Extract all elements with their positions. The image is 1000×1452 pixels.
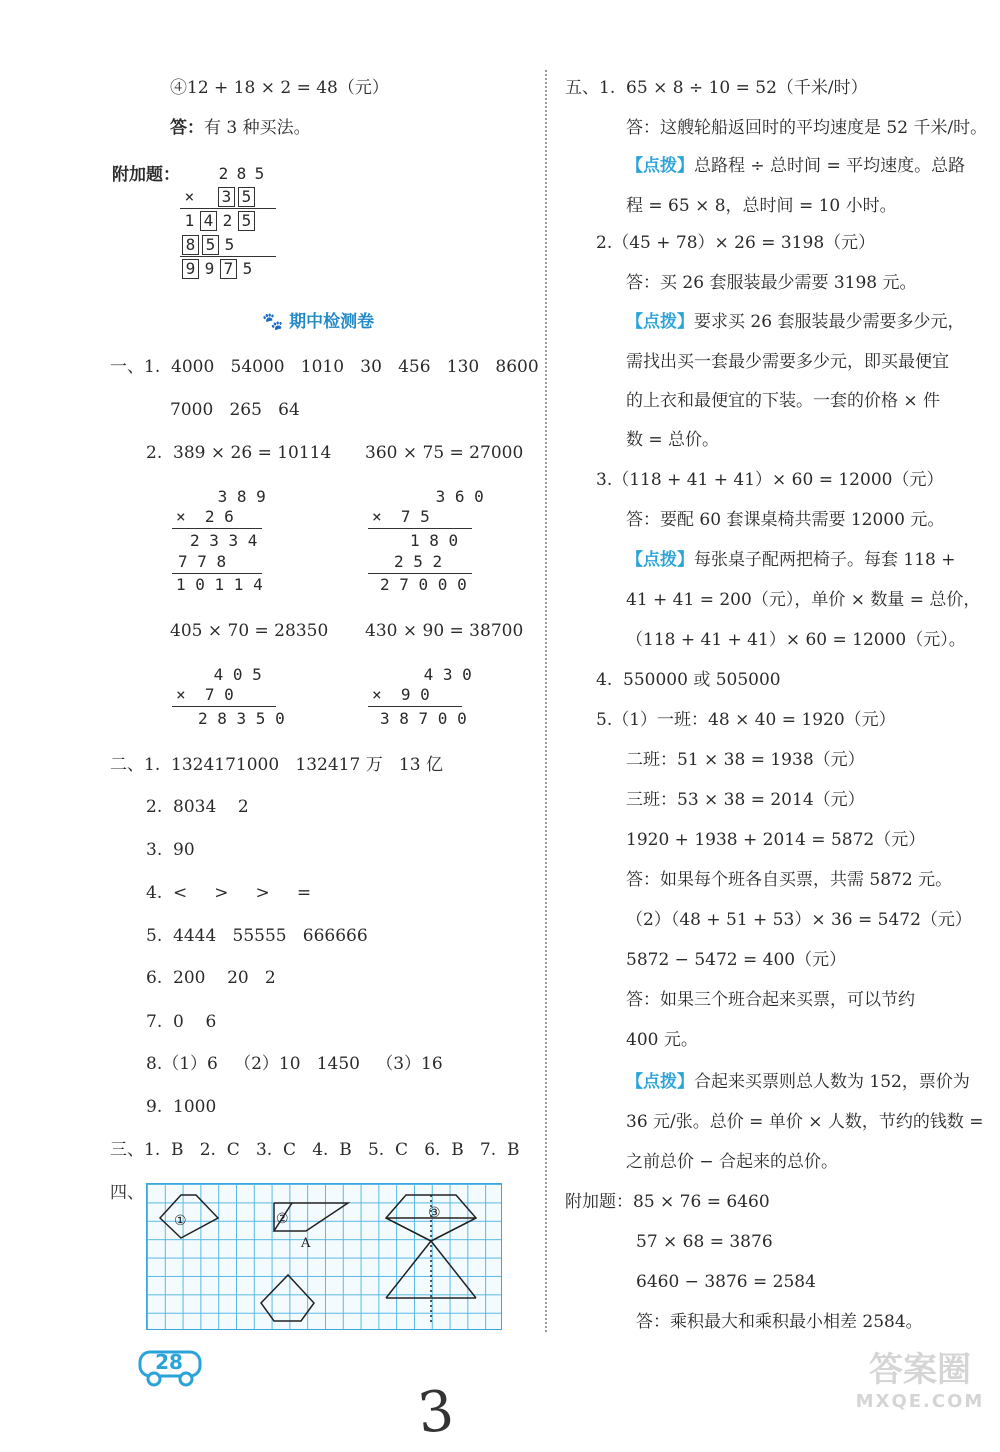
hint-line: 程 = 65 × 8，总时间 = 10 小时。	[626, 196, 897, 216]
answer-line: 2.（45 + 78）× 26 = 3198（元）	[596, 233, 876, 253]
digit: 1	[184, 211, 195, 230]
answer-line: 五、1. 65 × 8 ÷ 10 = 52（千米/时）	[565, 78, 868, 98]
answer-line: 二班：51 × 38 = 1938（元）	[626, 750, 865, 770]
question-1-1-cont: 7000 265 64	[170, 400, 300, 420]
fig-2-label: ②	[276, 1211, 289, 1227]
bonus-row-4	[182, 235, 240, 255]
answer-line: 附加题：85 × 76 = 6460	[565, 1192, 770, 1212]
calc-line	[180, 208, 276, 209]
digit-box: 9	[182, 259, 199, 279]
digit-box: 7	[220, 259, 237, 279]
hint-line: 【点拨】要求买 26 套服装最少需要多少元，	[626, 312, 965, 332]
calc-row: × 7 5	[372, 507, 430, 526]
hint-line: 36 元/张。总价 = 单价 × 人数，节约的钱数 =	[626, 1112, 984, 1132]
calc-line	[172, 706, 276, 707]
watermark-logo: 答案圈 MXQE.COM	[855, 1350, 985, 1412]
digit-box: 8	[182, 235, 199, 255]
fig-1-label: ①	[174, 1213, 187, 1229]
hint-line: （118 + 41 + 41）× 60 = 12000（元）。	[626, 630, 966, 650]
question-2-9: 9. 1000	[146, 1097, 217, 1117]
shape-1	[160, 1195, 218, 1238]
question-1-3b: 430 × 90 = 38700	[365, 621, 524, 641]
calc-row: 2 5 2	[394, 552, 443, 571]
answer-line: 400 元。	[626, 1030, 698, 1050]
calc-row: × 9 0	[372, 685, 430, 704]
answer-line: 1920 + 1938 + 2014 = 5872（元）	[626, 830, 926, 850]
calc-row: × 2 6	[176, 507, 234, 526]
calc-line	[368, 528, 472, 529]
fig-3-label: ③	[428, 1205, 441, 1221]
calc-row: × 7 0	[176, 685, 234, 704]
question-2-8: 8.（1）6 （2）10 1450 （3）16	[146, 1054, 443, 1074]
answer-line: 三班：53 × 38 = 2014（元）	[626, 790, 865, 810]
digit: 2	[222, 211, 233, 230]
calc-row: 7 7 8	[178, 552, 227, 571]
calc-line	[172, 528, 262, 529]
digit: 5	[242, 259, 253, 278]
digit: 2	[218, 164, 229, 183]
calc-row: 1 8 0	[410, 531, 459, 550]
bonus-row-5	[182, 259, 258, 279]
digit: 5	[254, 164, 265, 183]
answer-line: ④12 + 18 × 2 = 48（元）	[170, 78, 389, 98]
grid-shapes	[146, 1183, 502, 1330]
question-1-2a: 2. 389 × 26 = 10114	[146, 443, 332, 463]
answer-line: （2）（48 + 51 + 53）× 36 = 5472（元）	[626, 910, 972, 930]
bonus-row-1	[216, 164, 270, 183]
question-4-label: 四、	[110, 1183, 144, 1203]
hint-line: 【点拨】每张桌子配两把椅子。每套 118 +	[626, 550, 956, 570]
calc-row: 3 8 9	[208, 487, 266, 506]
hint-tag: 【点拨】	[626, 550, 694, 570]
digit-box: 5	[238, 187, 255, 207]
calc-row: 2 7 0 0 0	[380, 575, 467, 594]
section-title: 🐾 期中检测卷	[262, 312, 375, 332]
answer-line: 答：如果每个班各自买票，共需 5872 元。	[626, 870, 953, 890]
calc-row: 4 3 0	[414, 665, 472, 684]
digit: 5	[224, 235, 235, 254]
answer-label: 答：	[170, 118, 204, 138]
calc-row: 4 0 5	[204, 665, 262, 684]
question-2-1: 二、1. 1324171000 132417 万 13 亿	[110, 755, 443, 775]
calc-line	[368, 706, 462, 707]
question-2-2: 2. 8034 2	[146, 797, 249, 817]
answer-line: 57 × 68 = 3876	[636, 1232, 773, 1252]
question-2-4: 4. < > > =	[146, 883, 312, 903]
hint-line: 之前总价 − 合起来的总价。	[626, 1152, 839, 1172]
fig-a-label: A	[301, 1236, 311, 1251]
calc-row: 2 8 3 5 0	[198, 709, 285, 728]
bonus-label: 附加题：	[112, 165, 180, 185]
answer-line: 答：这艘轮船返回时的平均速度是 52 千米/时。	[626, 118, 988, 138]
page-number-badge	[132, 1346, 207, 1388]
answer-line: 答：买 26 套服装最少需要 3198 元。	[626, 273, 917, 293]
bonus-row-2	[182, 187, 258, 207]
hint-line: 数 = 总价。	[626, 430, 720, 450]
calc-row: 3 6 0	[426, 487, 484, 506]
bonus-row-3	[182, 211, 258, 231]
hint-line: 【点拨】合起来买票则总人数为 152，票价为	[626, 1072, 970, 1092]
answer-line: 4. 550000 或 505000	[596, 670, 781, 690]
question-2-7: 7. 0 6	[146, 1012, 217, 1032]
shape-4	[261, 1275, 314, 1321]
question-1-2b: 360 × 75 = 27000	[365, 443, 524, 463]
times-sign: ×	[184, 187, 195, 206]
hint-line: 41 + 41 = 200（元），单价 × 数量 = 总价，	[626, 590, 981, 610]
answer-line: 答：如果三个班合起来买票，可以节约	[626, 990, 915, 1010]
question-2-6: 6. 200 20 2	[146, 968, 276, 988]
digit-box: 5	[238, 211, 255, 231]
handwritten-mark: 3	[414, 1378, 457, 1447]
digit: 9	[204, 259, 215, 278]
calc-line	[180, 256, 276, 257]
column-divider	[545, 70, 547, 1332]
hint-line: 的上衣和最便宜的下装。一套的价格 × 件	[626, 391, 941, 411]
hint-line: 【点拨】总路程 ÷ 总时间 = 平均速度。总路	[626, 156, 966, 176]
hint-line: 需找出买一套最少需要多少元，即买最便宜	[626, 352, 949, 372]
answer-line: 6460 − 3876 = 2584	[636, 1272, 816, 1292]
hint-tag: 【点拨】	[626, 156, 694, 176]
hint-tag: 【点拨】	[626, 1072, 694, 1092]
hint-tag: 【点拨】	[626, 312, 694, 332]
question-1-1: 一、1. 4000 54000 1010 30 456 130 8600	[110, 357, 539, 377]
digit-box: 3	[218, 187, 235, 207]
answer-line: 5872 − 5472 = 400（元）	[626, 950, 847, 970]
question-3: 三、1. B 2. C 3. C 4. B 5. C 6. B 7. B	[110, 1140, 520, 1160]
question-2-3: 3. 90	[146, 840, 195, 860]
answer-line: 答：要配 60 套课桌椅共需要 12000 元。	[626, 510, 945, 530]
question-1-3a: 405 × 70 = 28350	[170, 621, 329, 641]
answer-line: 5.（1）一班：48 × 40 = 1920（元）	[596, 710, 896, 730]
calc-row: 3 8 7 0 0	[380, 709, 467, 728]
digit: 8	[236, 164, 247, 183]
question-2-5: 5. 4444 55555 666666	[146, 926, 368, 946]
page-number: 28	[155, 1350, 183, 1374]
calc-row: 2 3 3 4	[190, 531, 258, 550]
calc-row: 1 0 1 1 4	[176, 575, 263, 594]
answer-text: 有 3 种买法。	[204, 118, 311, 138]
digit-box: 5	[202, 235, 219, 255]
digit-box: 4	[200, 211, 217, 231]
answer-line: 3.（118 + 41 + 41）× 60 = 12000（元）	[596, 470, 944, 490]
answer-line: 答：乘积最大和乘积最小相差 2584。	[636, 1312, 923, 1332]
answer-line	[170, 118, 311, 138]
paw-icon: 🐾	[262, 312, 290, 332]
